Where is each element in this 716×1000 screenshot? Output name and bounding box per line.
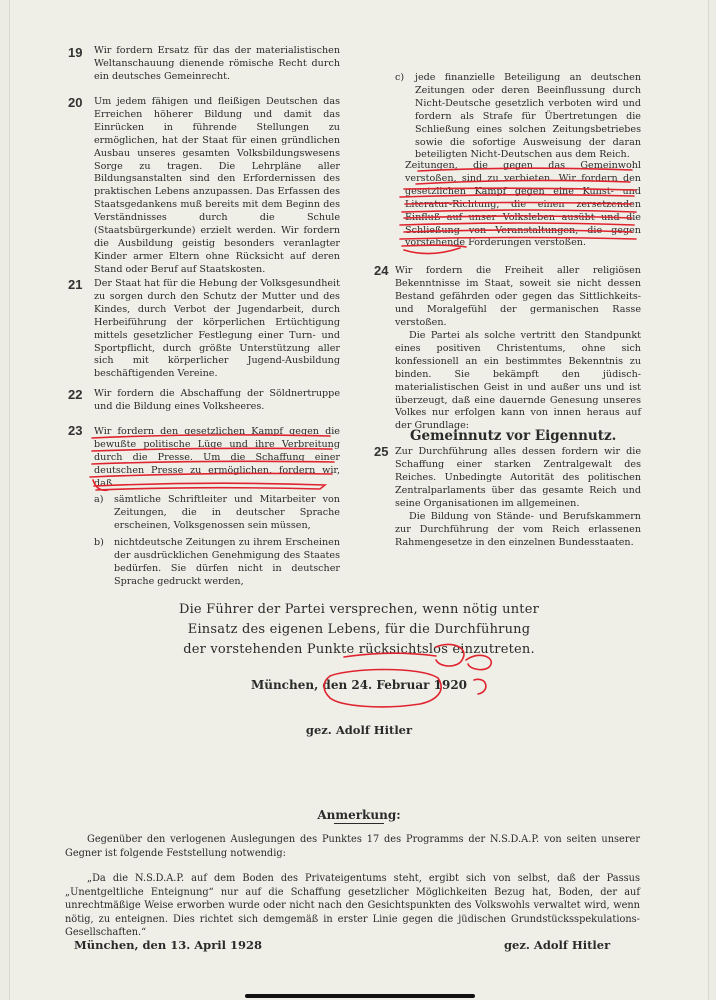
home-indicator — [245, 994, 475, 998]
item-number: 21 — [68, 277, 83, 292]
place-date: München, den 24. Februar 1920 — [250, 678, 468, 692]
list-text: jede finanzielle Beteiligung an deutschen Zeitungen oder deren Beeinflussung durch Nicht-Deutsche gesetzlich verboten wird und fordern als Strafe für Übertretungen die Schließung eines solchen Zeitungsbetriebes sowie die sofortige Ausweisung der daran beteiligten Nicht-Deutschen aus dem Reich. — [415, 72, 641, 161]
item-text: Wir fordern Ersatz für das der materialistischen Weltanschauung dienende römische Recht durch ein deutsches Gemeinrecht. — [94, 45, 340, 82]
item-text: Zur Durchführung alles dessen fordern wir die Schaffung einer starken Zentralgewalt des Reiches. Unbedingte Autorität des politischen Zentralparlaments über das gesamte Reich und seine Organisationen im allgemeinen. — [395, 446, 641, 509]
note-heading-underline — [334, 823, 384, 824]
list-item — [395, 72, 641, 162]
item-number: 25 — [374, 444, 389, 459]
motto-heading: Gemeinnutz vor Eigennutz. — [410, 428, 617, 444]
note-paragraph: „Da die N.S.D.A.P. auf dem Boden des Privateigentums steht, ergibt sich von selbst, daß der Passus „Unentgeltliche Enteignung“ nur auf die Schaffung gesetzlicher Möglichkeiten Bezug hat, Boden, der auf unrechtmäßige Weise erworben wurde oder nicht nach den Gesichtspunkten des Volkswohls verwaltet wird, wenn nötig, zu enteignen. Dies richtet sich demgemäß in erster Linie gegen die jüdischen Grundstücksspekulations-Gesellschaften.“ — [65, 873, 640, 938]
closing-line: Die Führer der Partei versprechen, wenn nötig unter — [178, 602, 540, 617]
list-label: c) — [395, 72, 405, 83]
note-paragraph: Gegenüber den verlogenen Auslegungen des Punktes 17 des Programms der N.S.D.A.P. von seiten unserer Gegner ist folgende Feststellung notwendig: — [65, 834, 640, 859]
item23-tail: Zeitungen, die gegen das Gemeinwohl verstoßen, sind zu verbieten. Wir fordern den gesetzlichen Kampf gegen eine Kunst- und Literatur-Richtung, die einen zersetzenden Einfluß auf unser Volksleben ausübt und die Schließung von Veranstaltungen, die gegen vorstehende Forderungen verstoßen. — [405, 160, 641, 249]
list-label: a) — [94, 494, 104, 505]
note-place-date: München, den 13. April 1928 — [74, 938, 263, 952]
closing-line: Einsatz des eigenen Lebens, für die Durchführung — [187, 622, 531, 637]
list-item — [94, 537, 340, 589]
item-text: Wir fordern die Freiheit aller religiösen Bekenntnisse im Staat, soweit sie nicht dessen Bestand gefährden oder gegen das Sittlichkeits- und Moralgefühl der germanischen Rasse verstoßen. — [395, 265, 641, 328]
item-text: Um jedem fähigen und fleißigen Deutschen das Erreichen höherer Bildung und damit das Einrücken in führende Stellungen zu ermöglichen, hat der Staat für einen gründlichen Ausbau unseres gesamten Volksbildungswesens Sorge zu tragen. Die Lehrpläne aller Bildungsanstalten sind den Erfordernissen des praktischen Lebens anzupassen. Das Erfassen des Staatsgedankens muß bereits mit dem Beginn des Verständnisses durch die Schule (Staatsbürgerkunde) erzielt werden. Wir fordern die Ausbildung geistig besonders veranlagter Kinder armer Eltern ohne Rücksicht auf deren Stand oder Beruf auf Staatskosten. — [94, 96, 340, 275]
item-number: 24 — [374, 263, 389, 278]
item-text: Wir fordern den gesetzlichen Kampf gegen die bewußte politische Lüge und ihre Verbreitung durch die Presse. Um die Schaffung einer deutschen Presse zu ermöglichen, fordern wir, daß — [94, 426, 340, 489]
list-text: sämtliche Schriftleiter und Mitarbeiter von Zeitungen, die in deutscher Sprache erscheinen, Volksgenossen sein müssen, — [114, 494, 340, 531]
list-label: b) — [94, 537, 104, 548]
document-page — [10, 0, 708, 1000]
item-number: 23 — [68, 423, 83, 438]
item-text: Der Staat hat für die Hebung der Volksgesundheit zu sorgen durch den Schutz der Mutter und des Kindes, durch Verbot der Jugendarbeit, durch Herbeiführung der körperlichen Ertüchtigung mittels gesetzlicher Festlegung einer Turn- und Sportpflicht, durch größte Unterstützung aller sich mit körperlicher Jugend-Ausbildung beschäftigenden Vereine. — [94, 278, 340, 380]
item-number: 19 — [68, 45, 83, 60]
signature: gez. Adolf Hitler — [305, 723, 413, 737]
note-signature: gez. Adolf Hitler — [504, 938, 611, 952]
item-text: Wir fordern die Abschaffung der Söldnertruppe und die Bildung eines Volksheeres. — [94, 388, 340, 412]
list-text: nichtdeutsche Zeitungen zu ihrem Erscheinen der ausdrücklichen Genehmigung des Staates bedürfen. Sie dürfen nicht in deutscher Sprache gedruckt werden, — [114, 537, 340, 587]
list-item — [94, 494, 340, 533]
item-text: Die Partei als solche vertritt den Standpunkt eines positiven Christentums, ohne sich konfessionell an ein bestimmtes Bekenntnis zu binden. Sie bekämpft den jüdisch-materialistischen Geist in und außer uns und ist überzeugt, daß eine dauernde Genesung unseres Volkes nur erfolgen kann von innen heraus auf der Grundlage: — [395, 330, 641, 432]
note-heading: Anmerkung: — [317, 808, 401, 822]
closing-line: der vorstehenden Punkte rücksichtslos einzutreten. — [183, 642, 535, 657]
item-number: 22 — [68, 387, 83, 402]
item-text: Die Bildung von Stände- und Berufskammern zur Durchführung der vom Reich erlassenen Rahmengesetze in den einzelnen Bundesstaaten. — [395, 511, 641, 548]
item-number: 20 — [68, 95, 83, 110]
